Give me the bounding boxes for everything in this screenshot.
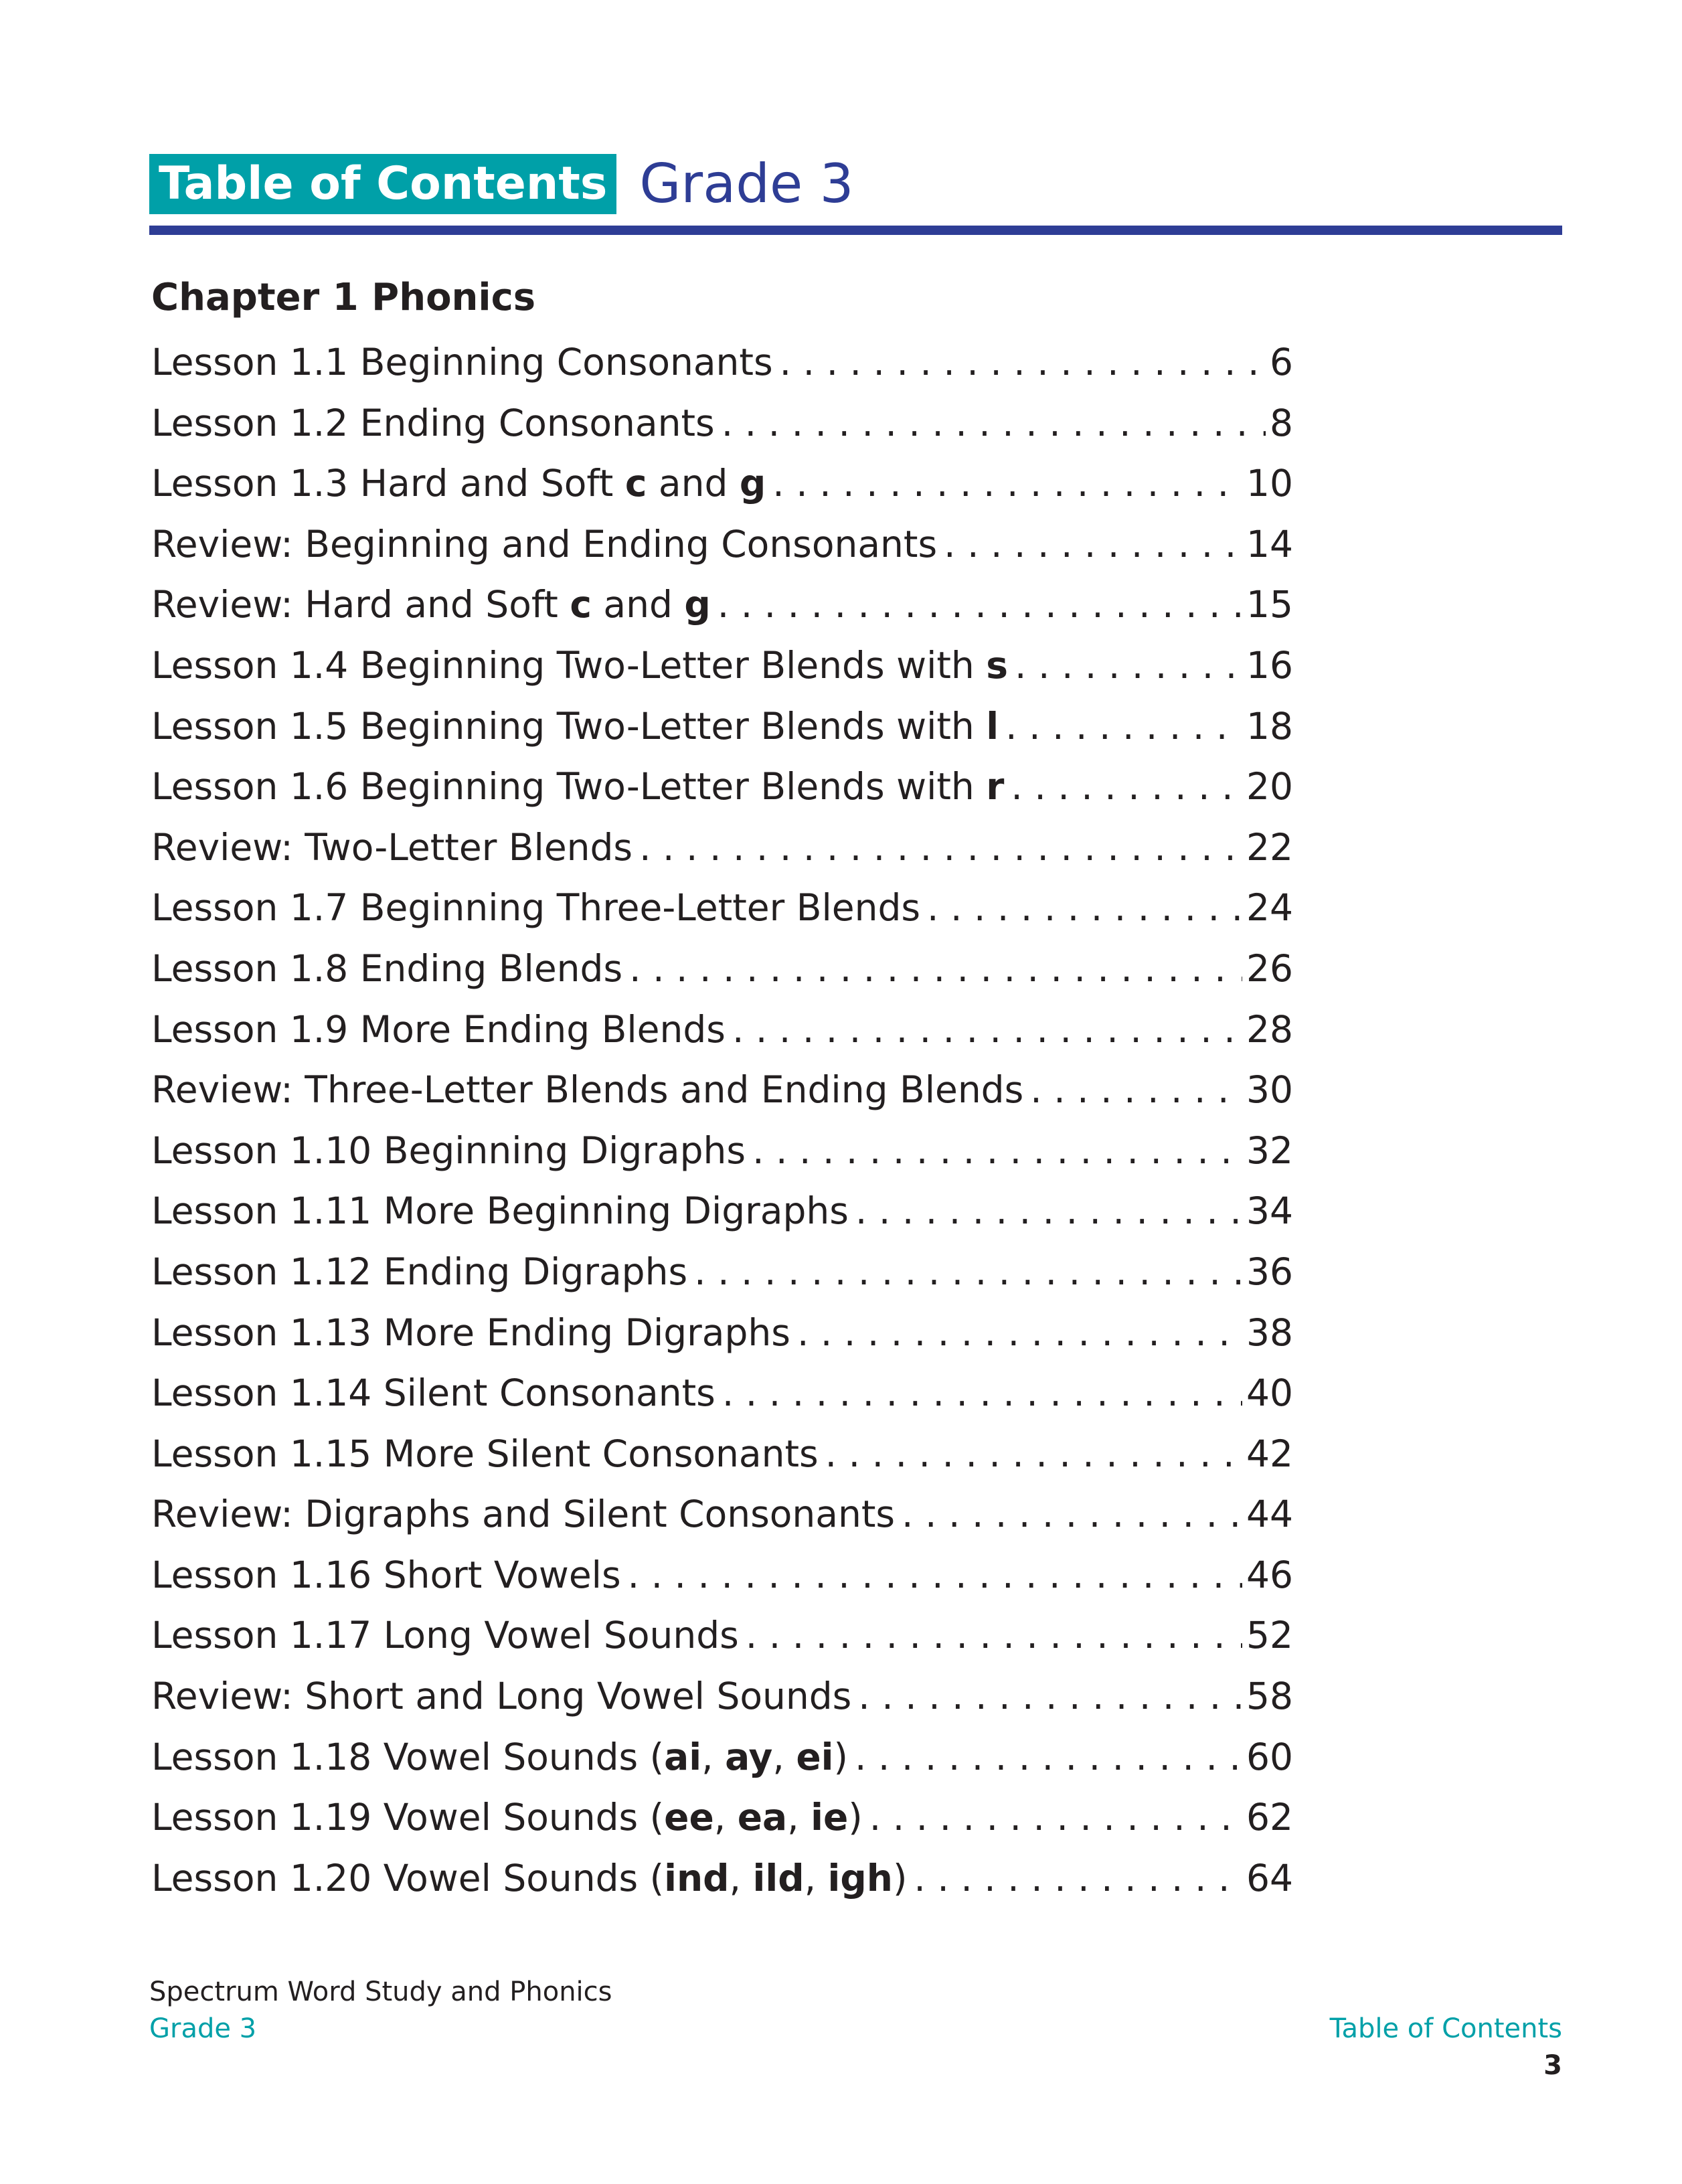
toc-badge: Table of Contents <box>149 154 616 214</box>
toc-entry <box>151 332 1293 393</box>
toc-entry-text: Lesson 1.18 Vowel Sounds ( <box>151 1735 665 1778</box>
toc-entry-title <box>151 1545 621 1605</box>
dot-leader <box>746 1120 1242 1181</box>
toc-entry-emphasis: l <box>986 704 999 748</box>
toc-entry-title <box>151 1605 739 1665</box>
toc-entry <box>151 1424 1293 1485</box>
toc-entry-text: Lesson 1.12 Ending Digraphs <box>151 1250 688 1293</box>
toc-entry-text: , <box>713 1796 738 1839</box>
toc-entry-emphasis: c <box>570 583 592 626</box>
toc-entry-page: 20 <box>1246 765 1293 809</box>
page-number: 3 <box>1543 2050 1562 2081</box>
toc-entry-text: , <box>787 1796 811 1839</box>
dot-leader <box>715 393 1266 453</box>
toc-entry-text: Lesson 1.19 Vowel Sounds ( <box>151 1796 665 1839</box>
footer-grade: Grade 3 <box>149 2013 257 2044</box>
toc-entry-text: Lesson 1.14 Silent Consonants <box>151 1371 716 1415</box>
toc-entry-text: , <box>729 1856 753 1900</box>
toc-entry-emphasis: g <box>684 583 711 626</box>
toc-entry-page: 10 <box>1246 462 1293 505</box>
toc-entry-page: 34 <box>1246 1189 1293 1233</box>
dot-leader <box>848 1727 1242 1787</box>
toc-entry-text: and <box>647 462 740 505</box>
toc-entry <box>151 1120 1293 1181</box>
footer-book-title: Spectrum Word Study and Phonics <box>149 1977 612 2007</box>
toc-entry-text: , <box>804 1856 828 1900</box>
toc-entry <box>151 1545 1293 1606</box>
page-header <box>149 154 854 214</box>
toc-entry-text: Lesson 1.7 Beginning Three-Letter Blends <box>151 886 921 930</box>
toc-entry-text: , <box>772 1735 796 1778</box>
toc-entry <box>151 574 1293 635</box>
toc-entry-title <box>151 1060 1023 1120</box>
toc-entry <box>151 817 1293 878</box>
toc-entry-text: Review: Hard and Soft <box>151 583 570 626</box>
toc-entry-title <box>151 1666 851 1726</box>
dot-leader <box>819 1424 1242 1484</box>
toc-entry-title <box>151 332 773 392</box>
toc-entry <box>151 393 1293 454</box>
toc-entry-text: Lesson 1.6 Beginning Two-Letter Blends with <box>151 765 987 809</box>
dot-leader <box>739 1605 1242 1665</box>
dot-leader <box>790 1303 1242 1363</box>
toc-entry-title <box>151 514 937 574</box>
toc-entry-emphasis: igh <box>827 1856 893 1900</box>
toc-entry <box>151 999 1293 1060</box>
toc-entry-title <box>151 756 1004 817</box>
toc-entry-text: Review: Two-Letter Blends <box>151 825 633 869</box>
toc-entry-title <box>151 453 766 513</box>
toc-entry <box>151 938 1293 999</box>
toc-entry <box>151 514 1293 575</box>
toc-entry-title <box>151 574 711 635</box>
toc-entry-text: Lesson 1.4 Beginning Two-Letter Blends with <box>151 643 987 687</box>
toc-entry-page: 24 <box>1246 886 1293 930</box>
toc-entry <box>151 1666 1293 1727</box>
toc-entry <box>151 1605 1293 1666</box>
toc-entry-page: 36 <box>1246 1250 1293 1293</box>
toc-entry-page: 18 <box>1246 704 1293 748</box>
toc-entry-text: Lesson 1.13 More Ending Digraphs <box>151 1311 790 1354</box>
toc-entry-title <box>151 1484 895 1544</box>
toc-entry-text: Lesson 1.1 Beginning Consonants <box>151 341 773 384</box>
toc-entry-page: 38 <box>1246 1311 1293 1354</box>
toc-entry-page: 42 <box>1246 1432 1293 1475</box>
toc-entry-emphasis: g <box>739 462 766 505</box>
toc-entry <box>151 1848 1293 1909</box>
toc-entry-page: 52 <box>1246 1614 1293 1657</box>
dot-leader <box>895 1484 1242 1544</box>
toc-entry-page: 28 <box>1246 1007 1293 1051</box>
dot-leader <box>716 1363 1242 1423</box>
toc-entry-title <box>151 1787 863 1847</box>
toc-entry-page: 62 <box>1246 1796 1293 1839</box>
dot-leader <box>773 332 1266 392</box>
dot-leader <box>687 1242 1242 1302</box>
dot-leader <box>622 938 1242 999</box>
toc-entry-emphasis: ind <box>664 1856 730 1900</box>
toc-entry-text: Lesson 1.10 Beginning Digraphs <box>151 1128 746 1172</box>
toc-entry-text: Lesson 1.15 More Silent Consonants <box>151 1432 819 1475</box>
toc-entry-title <box>151 817 633 877</box>
toc-entry-title <box>151 1120 746 1181</box>
toc-entry-title <box>151 1424 819 1484</box>
toc-entry-title <box>151 1181 849 1241</box>
toc-entry-text: Lesson 1.5 Beginning Two-Letter Blends with <box>151 704 987 748</box>
toc-entry-text: ) <box>833 1735 848 1778</box>
toc-entry-page: 16 <box>1246 643 1293 687</box>
toc-entry-text: and <box>591 583 685 626</box>
toc-entry-title <box>151 635 1008 695</box>
toc-entry-text: ) <box>892 1856 908 1900</box>
toc-entry-text: Review: Three-Letter Blends and Ending Blends <box>151 1068 1024 1112</box>
dot-leader <box>937 514 1242 574</box>
toc-entry-title <box>151 877 920 938</box>
toc-entry-page: 8 <box>1270 401 1293 444</box>
toc-entry-emphasis: ai <box>664 1735 702 1778</box>
dot-leader <box>851 1666 1242 1726</box>
dot-leader <box>621 1545 1242 1605</box>
toc-entry <box>151 1060 1293 1120</box>
toc-entry <box>151 756 1293 817</box>
toc-entry-text: Lesson 1.17 Long Vowel Sounds <box>151 1614 739 1657</box>
toc-entry-title <box>151 1242 687 1302</box>
toc-entry <box>151 1242 1293 1303</box>
toc-entry <box>151 877 1293 938</box>
dot-leader <box>999 696 1242 756</box>
toc-entry-emphasis: ild <box>752 1856 805 1900</box>
toc-entry-title <box>151 393 715 453</box>
dot-leader <box>849 1181 1242 1241</box>
toc-entry-text: Review: Short and Long Vowel Sounds <box>151 1675 852 1718</box>
toc-entry-page: 64 <box>1246 1856 1293 1900</box>
toc-entry-text: Lesson 1.20 Vowel Sounds ( <box>151 1856 665 1900</box>
dot-leader <box>711 574 1242 635</box>
toc-entry-title <box>151 696 999 756</box>
dot-leader <box>726 999 1242 1060</box>
grade-title: Grade 3 <box>639 153 854 215</box>
toc-entry <box>151 635 1293 696</box>
toc-entry-title <box>151 938 622 999</box>
toc-entry-page: 46 <box>1246 1553 1293 1596</box>
toc-entry-text: Lesson 1.8 Ending Blends <box>151 946 623 990</box>
toc-entry-text: Lesson 1.9 More Ending Blends <box>151 1007 726 1051</box>
toc-entry-page: 22 <box>1246 825 1293 869</box>
dot-leader <box>1008 635 1242 695</box>
toc-entry-title <box>151 1303 790 1363</box>
toc-entry-page: 26 <box>1246 946 1293 990</box>
toc-entry-page: 14 <box>1246 522 1293 566</box>
toc-entry-emphasis: ie <box>811 1796 849 1839</box>
toc-entry-emphasis: s <box>986 643 1009 687</box>
toc-entry-title <box>151 999 726 1060</box>
dot-leader <box>766 453 1242 513</box>
header-rule <box>149 226 1562 235</box>
toc-entry-text: Lesson 1.16 Short Vowels <box>151 1553 621 1596</box>
dot-leader <box>920 877 1242 938</box>
toc-entry-text: Review: Digraphs and Silent Consonants <box>151 1493 896 1536</box>
toc-entry-emphasis: ei <box>796 1735 834 1778</box>
toc-entry-emphasis: ay <box>725 1735 773 1778</box>
dot-leader <box>633 817 1242 877</box>
toc-entry <box>151 1181 1293 1242</box>
toc-entry-page: 30 <box>1246 1068 1293 1112</box>
toc-entry-page: 44 <box>1246 1493 1293 1536</box>
toc-entry-text: Lesson 1.3 Hard and Soft <box>151 462 625 505</box>
toc-entry-page: 32 <box>1246 1128 1293 1172</box>
toc-entry-emphasis: c <box>624 462 647 505</box>
toc-entry <box>151 1363 1293 1424</box>
toc-entry-emphasis: r <box>986 765 1005 809</box>
toc-entry <box>151 453 1293 514</box>
toc-entry <box>151 696 1293 757</box>
toc-entry <box>151 1484 1293 1545</box>
toc-list <box>151 332 1293 1908</box>
toc-entry-text: , <box>701 1735 726 1778</box>
dot-leader <box>863 1787 1242 1847</box>
toc-entry-page: 58 <box>1246 1675 1293 1718</box>
toc-entry-text: Lesson 1.11 More Beginning Digraphs <box>151 1189 849 1233</box>
toc-entry-page: 60 <box>1246 1735 1293 1778</box>
toc-entry-emphasis: ee <box>664 1796 714 1839</box>
toc-entry-title <box>151 1727 848 1787</box>
toc-entry <box>151 1303 1293 1363</box>
toc-entry-text: Lesson 1.2 Ending Consonants <box>151 401 715 444</box>
toc-entry-page: 6 <box>1270 341 1293 384</box>
footer-section: Table of Contents <box>1329 2013 1562 2044</box>
toc-entry <box>151 1787 1293 1848</box>
toc-entry <box>151 1727 1293 1788</box>
chapter-heading: Chapter 1 Phonics <box>151 276 536 319</box>
dot-leader <box>1023 1060 1242 1120</box>
toc-entry-page: 15 <box>1246 583 1293 626</box>
dot-leader <box>1004 756 1242 817</box>
toc-entry-page: 40 <box>1246 1371 1293 1415</box>
dot-leader <box>907 1848 1242 1908</box>
toc-entry-title <box>151 1848 907 1908</box>
toc-entry-emphasis: ea <box>737 1796 788 1839</box>
toc-entry-text: Review: Beginning and Ending Consonants <box>151 522 938 566</box>
toc-entry-title <box>151 1363 716 1423</box>
toc-entry-text: ) <box>848 1796 863 1839</box>
